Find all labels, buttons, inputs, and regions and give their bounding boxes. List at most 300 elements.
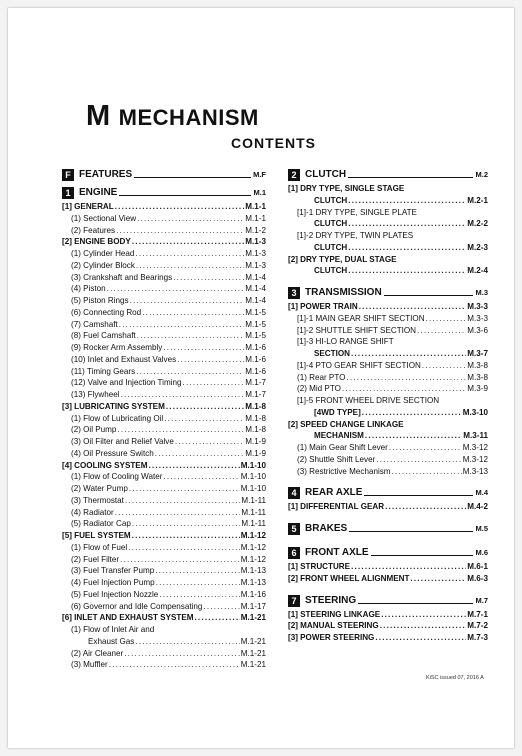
toc-entry[interactable] [288,301,488,313]
toc-entry[interactable] [288,561,488,573]
toc-label-group [62,612,193,624]
dot-leader [410,573,466,585]
toc-entry-label: (5) Piston Rings [71,296,129,305]
toc-page-number: M.1-3 [245,237,266,247]
toc-label-group [288,501,384,513]
dot-leader [134,172,251,178]
toc-entry-label: ENGINE [79,187,118,198]
dot-leader [365,430,462,442]
dot-leader [163,342,244,354]
dot-leader [132,518,241,530]
dot-leader [384,290,474,296]
toc-label-group [288,593,356,609]
toc-entry[interactable] [62,401,266,413]
toc-page-number: M.4-2 [467,502,488,512]
toc-entry-label: (13) Flywheel [71,390,120,399]
toc-page-number: M.1-12 [240,554,266,564]
toc-entry[interactable] [62,448,266,460]
toc-label-group [71,542,127,554]
toc-chapter-entry[interactable] [288,167,488,183]
toc-entry-label: [1] GENERAL [62,202,114,211]
toc-page-number: M.4 [475,488,488,498]
chapter-badge: 3 [288,287,300,299]
dot-leader [381,609,466,621]
toc-entry[interactable] [288,419,488,431]
toc-entry[interactable] [62,225,266,237]
toc-entry-label: (2) Shuttle Shift Lever [297,454,376,464]
toc-page-number: M.1-21 [240,660,266,670]
toc-entry-label: [1] DIFFERENTIAL GEAR [288,502,385,512]
toc-label-group [71,330,136,342]
toc-entry-label: [1]-1 DRY TYPE, SINGLE PLATE [297,207,417,217]
toc-label-group [297,207,417,219]
toc-page-number: M.2 [475,170,488,179]
toc-label-group [288,545,369,561]
toc-right-column [288,165,488,644]
toc-label-group [62,460,147,472]
toc-page-number: M.1-6 [245,354,266,364]
toc-page-number: M.1-6 [245,343,266,352]
dot-leader [164,413,244,425]
toc-entry[interactable] [288,242,488,254]
toc-label-group [71,577,155,589]
toc-page-number: M.3-7 [467,349,488,358]
toc-entry[interactable] [288,442,488,454]
toc-entry-label: [1] DRY TYPE, SINGLE STAGE [288,184,405,193]
toc-entry[interactable] [62,565,266,577]
toc-label-group [288,183,404,195]
toc-page-number: M.1-9 [245,448,266,458]
dot-leader [137,213,244,225]
toc-entry-label: [3] POWER STEERING [288,633,375,642]
dot-leader [107,283,245,295]
dot-leader [148,460,239,472]
toc-page-number: M.1-5 [245,307,266,317]
toc-label-group [297,395,439,407]
toc-entry[interactable] [62,377,266,389]
chapter-badge: F [62,169,74,181]
dot-leader [136,260,244,272]
toc-entry-label: REAR AXLE [305,487,363,499]
toc-entry[interactable] [62,283,266,295]
toc-page-number: M.3-9 [467,384,488,394]
toc-entry[interactable] [288,466,488,478]
toc-label-group [71,424,116,436]
dot-leader [136,366,244,378]
toc-entry-label: (1) Flow of Lubricating Oil [71,413,164,423]
dot-leader [173,272,244,284]
dot-leader [129,483,240,495]
toc-page-number: M.1-17 [240,601,266,611]
toc-entry-label: (10) Inlet and Exhaust Valves [71,354,177,364]
toc-entry[interactable] [62,495,266,507]
section-spacer [288,513,488,519]
toc-page-number: M.7-2 [467,621,488,631]
toc-entry[interactable] [62,307,266,319]
toc-page-number: M.1-10 [240,484,266,493]
toc-entry[interactable] [288,360,488,372]
toc-label-group [71,272,172,284]
dot-leader [358,598,473,604]
toc-entry[interactable] [62,319,266,331]
toc-label-group [288,254,397,266]
toc-page-number: M.F [253,170,266,179]
toc-entry-label: (1) Flow of Fuel [71,542,128,552]
toc-entry[interactable] [288,195,488,207]
toc-page-number: M.3-12 [462,454,488,464]
toc-entry[interactable] [62,330,266,342]
toc-page-number: M.7-1 [467,609,488,619]
toc-entry[interactable] [62,612,266,624]
dot-leader [130,295,245,307]
toc-entry[interactable] [288,620,488,632]
dot-leader [380,620,467,632]
toc-entry[interactable] [288,230,488,242]
toc-entry[interactable] [62,507,266,519]
toc-entry-label: (3) Restrictive Mechanism [297,466,391,476]
toc-label-group [297,230,413,242]
toc-entry-label: (4) Fuel Injection Pump [71,578,155,587]
toc-page-number: M.3-11 [463,431,488,441]
toc-entry-label: [1] STRUCTURE [288,562,351,571]
toc-entry[interactable] [288,383,488,395]
toc-entry-label: (1) Main Gear Shift Lever [297,443,388,452]
toc-entry-label: TRANSMISSION [305,287,382,298]
toc-entry-label: (2) Oil Pump [71,425,117,435]
toc-label-group [297,454,375,466]
toc-entry[interactable] [62,471,266,483]
toc-entry-label: [4WD TYPE] [314,407,361,417]
toc-entry[interactable] [288,265,488,277]
toc-entry[interactable] [288,207,488,219]
toc-left-column [62,165,266,671]
toc-entry-label: [1]-3 HI-LO RANGE SHIFT [297,337,394,347]
toc-label-group [288,301,358,313]
toc-entry-label: STEERING [305,594,357,606]
toc-label-group [297,383,341,395]
dot-leader [119,190,251,196]
toc-entry[interactable] [288,348,488,360]
section-spacer [288,277,488,283]
toc-entry-label: [3] LUBRICATING SYSTEM [62,401,165,411]
toc-label-group [62,401,165,413]
toc-entry-label: Exhaust Gas [88,636,135,646]
toc-entry[interactable] [288,325,488,337]
toc-page-number: M.1-3 [245,249,266,258]
toc-entry[interactable] [288,336,488,348]
toc-entry[interactable] [288,454,488,466]
toc-page-number: M.3-3 [467,313,488,323]
dot-leader [137,330,245,342]
toc-entry[interactable] [62,389,266,401]
toc-page-number: M.3-8 [467,372,488,382]
dot-leader [392,466,462,478]
toc-entry-label: (6) Governor and Idle Compensating [71,601,203,611]
toc-entry-label: (3) Fuel Transfer Pump [71,566,155,576]
toc-entry[interactable] [62,354,266,366]
toc-page-number: M.1-12 [240,531,266,540]
toc-entry[interactable] [62,530,266,542]
toc-label-group [297,360,421,372]
dot-leader [128,542,240,554]
toc-entry[interactable] [62,272,266,284]
toc-page-number: M.1-11 [241,519,266,529]
dot-leader [348,242,466,254]
toc-entry[interactable] [62,624,266,636]
toc-page-number: M.7-3 [467,633,488,642]
toc-entry[interactable] [62,601,266,613]
toc-chapter-entry[interactable] [288,593,488,609]
dot-leader [135,248,244,260]
toc-entry-label: MECHANISM [314,431,364,441]
toc-page-number: M.1-12 [240,542,266,552]
toc-entry[interactable] [62,636,266,648]
dot-leader [348,218,466,230]
dot-leader [349,526,473,532]
toc-page-number: M.1-3 [245,260,266,270]
toc-label-group [297,372,345,384]
toc-page-number: M.1-4 [245,284,266,294]
dot-leader [120,554,240,566]
toc-entry[interactable] [288,501,488,513]
section-spacer [288,477,488,483]
toc-page-number: M.3-3 [467,302,488,311]
toc-page-number: M.1-13 [240,566,266,576]
toc-entry[interactable] [62,342,266,354]
toc-entry-label: [2] ENGINE BODY [62,237,131,247]
dot-leader [375,632,466,644]
toc-page-number: M.1-13 [240,578,266,587]
toc-label-group [71,495,124,507]
toc-entry[interactable] [62,460,266,472]
toc-entry[interactable] [62,260,266,272]
dot-leader [389,442,462,454]
toc-entry-label: (5) Fuel Injection Nozzle [71,589,159,599]
toc-entry-label: [1]-2 SHUTTLE SHIFT SECTION [297,325,417,335]
dot-leader [385,501,466,513]
toc-entry[interactable] [62,577,266,589]
dot-leader [177,354,244,366]
toc-label-group [62,185,117,201]
toc-label-group [288,419,404,431]
dot-leader [346,372,466,384]
toc-entry[interactable] [288,573,488,585]
toc-label-group [71,601,202,613]
dot-leader [116,225,244,237]
toc-entry-label: [6] INLET AND EXHAUST SYSTEM [62,613,194,623]
toc-chapter-entry[interactable] [288,485,488,501]
toc-chapter-entry[interactable] [288,545,488,561]
dot-leader [342,383,466,395]
toc-entry[interactable] [288,407,488,419]
toc-label-group [288,573,409,585]
toc-page-number: M.1-21 [240,636,266,646]
toc-entry-label: (6) Connecting Rod [71,307,142,317]
toc-entry-label: (1) Cylinder Head [71,249,135,258]
toc-label-group [71,507,114,519]
toc-label-group [288,485,362,501]
toc-entry[interactable] [288,313,488,325]
toc-page-number: M.7 [475,595,488,605]
toc-page-number: M.1-6 [245,366,266,376]
chapter-badge: 4 [288,487,300,499]
toc-entry[interactable] [62,201,266,213]
toc-label-group [71,554,119,566]
toc-entry-label: (5) Radiator Cap [71,519,131,529]
toc-entry-label: [1]-2 DRY TYPE, TWIN PLATES [297,231,414,240]
toc-label-group [71,366,135,378]
toc-label-group [288,632,374,644]
toc-page-number: M.1-1 [245,213,266,223]
toc-entry-label: [1] POWER TRAIN [288,302,358,311]
toc-entry[interactable] [288,183,488,195]
toc-chapter-entry[interactable] [288,285,488,301]
toc-label-group [71,589,158,601]
toc-label-group [71,225,115,237]
toc-entry-label: [2] FRONT WHEEL ALIGNMENT [288,573,410,583]
toc-entry-label: [1]-4 PTO GEAR SHIFT SECTION [297,360,421,370]
toc-entry-label: (12) Valve and Injection Timing [71,378,182,388]
toc-label-group [71,565,154,577]
toc-entry-label: CLUTCH [314,266,348,276]
toc-entry[interactable] [288,430,488,442]
toc-label-group [71,283,106,295]
toc-entry-label: (2) Cylinder Block [71,260,135,270]
dot-leader [351,348,466,360]
toc-entry[interactable] [62,248,266,260]
toc-page-number: M.1-4 [245,296,266,305]
toc-page-number: M.1 [253,188,266,197]
toc-entry[interactable] [62,366,266,378]
toc-entry[interactable] [62,436,266,448]
dot-leader [426,313,467,325]
toc-label-group [71,624,154,636]
toc-entry-label: (4) Piston [71,284,106,294]
toc-entry[interactable] [288,372,488,384]
toc-entry[interactable] [288,254,488,266]
dot-leader [364,490,473,496]
toc-page-number: M.1-2 [245,225,266,235]
toc-entry[interactable] [62,413,266,425]
toc-entry-label: (4) Oil Pressure Switch [71,448,154,458]
dot-leader [351,561,466,573]
toc-page-number: M.1-10 [240,460,266,470]
dot-leader [166,401,244,413]
toc-entry-label: (3) Muffler [71,660,108,670]
toc-entry-label: (2) Water Pump [71,484,128,493]
toc-page-number: M.3-10 [462,407,488,417]
toc-page-number: M.3-8 [467,360,488,370]
toc-entry-label: [2] DRY TYPE, DUAL STAGE [288,254,397,264]
page-title [86,100,259,133]
toc-entry-label: FRONT AXLE [305,547,369,558]
toc-label-group [71,483,128,495]
toc-entry-label: (3) Thermostat [71,495,124,505]
toc-page-number: M.1-21 [240,613,266,623]
toc-entry[interactable] [62,659,266,671]
toc-page-number: M.1-7 [245,378,266,388]
dot-leader [117,424,244,436]
toc-page-number: M.2-4 [467,266,488,276]
toc-label-group [314,242,347,254]
toc-label-group [314,407,361,419]
toc-label-group [71,448,154,460]
dot-leader [132,236,244,248]
toc-entry[interactable] [62,483,266,495]
toc-entry[interactable] [288,632,488,644]
dot-leader [348,195,466,207]
toc-label-group [314,430,364,442]
toc-entry[interactable] [288,218,488,230]
toc-label-group [71,307,141,319]
toc-entry[interactable] [62,542,266,554]
toc-entry[interactable] [288,395,488,407]
toc-page-number: M.1-8 [245,401,266,411]
toc-page-number: M.2-1 [467,195,488,205]
chapter-badge: 6 [288,547,300,559]
toc-page-number: M.1-8 [245,425,266,435]
toc-entry-label: (2) Fuel Filter [71,554,120,564]
toc-page-number: M.1-5 [245,319,266,329]
toc-label-group [297,466,391,478]
toc-page-number: M.3-12 [462,443,488,452]
toc-page-number: M.1-9 [245,437,266,446]
toc-chapter-entry[interactable] [62,185,266,201]
chapter-badge: 1 [62,187,74,199]
toc-entry[interactable] [62,518,266,530]
toc-page-number: M.3-13 [462,466,488,476]
toc-label-group [297,336,394,348]
toc-chapter-entry[interactable] [288,521,488,537]
toc-label-group [288,620,379,632]
toc-label-group [71,213,136,225]
toc-entry[interactable] [62,213,266,225]
toc-entry[interactable] [62,648,266,660]
toc-entry[interactable] [62,554,266,566]
dot-leader [359,301,467,313]
toc-entry[interactable] [288,609,488,621]
toc-entry[interactable] [62,236,266,248]
toc-entry[interactable] [62,589,266,601]
toc-entry-label: (1) Flow of Cooling Water [71,472,163,482]
toc-label-group [71,471,162,483]
toc-page-number: M.1-4 [245,272,266,282]
toc-entry[interactable] [62,295,266,307]
dot-leader [119,319,245,331]
toc-page-number: M.5 [475,524,488,533]
toc-entry-label: (7) Camshaft [71,319,118,329]
dot-leader [422,360,466,372]
toc-page-number: M.1-7 [245,390,266,399]
toc-label-group [288,167,346,183]
dot-leader [194,612,239,624]
toc-page-number: M.1-8 [245,413,266,423]
dot-leader [348,172,473,178]
toc-page-number: M.2-2 [467,219,488,229]
toc-label-group [71,413,163,425]
toc-label-group [71,248,134,260]
section-spacer [288,537,488,543]
toc-label-group [71,295,129,307]
toc-entry-label: (2) Features [71,225,116,235]
toc-chapter-entry[interactable] [62,167,266,183]
toc-page-number: M.1-11 [241,495,266,505]
toc-entry-label: (9) Rocker Arm Assembly [71,343,163,352]
issue-footer: KiSC issued 07, 2016 A [426,675,484,681]
toc-entry[interactable] [62,424,266,436]
toc-entry-label: (2) Air Cleaner [71,648,124,658]
toc-entry-label: [2] SPEED CHANGE LINKAGE [288,419,404,429]
